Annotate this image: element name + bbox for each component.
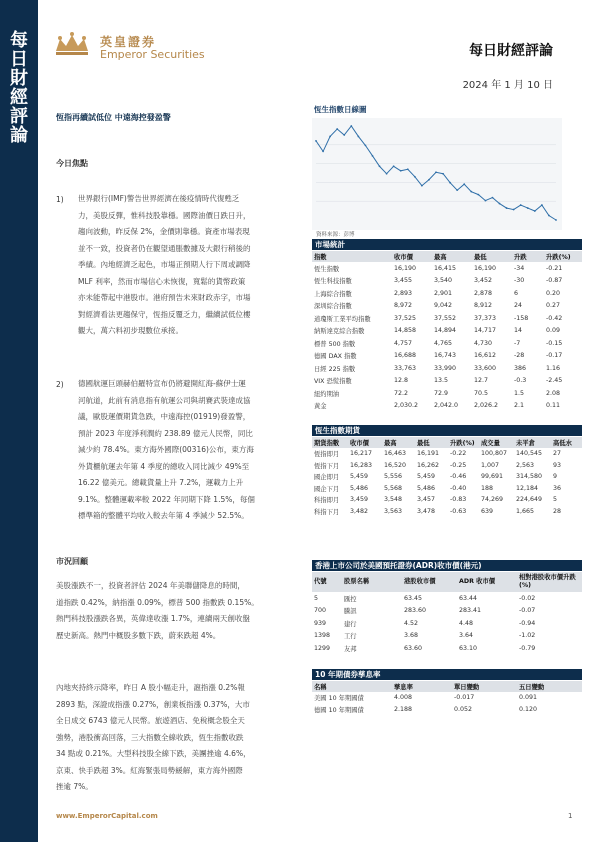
fu-cell: 3,478 <box>417 507 436 515</box>
ms-cell: 16,743 <box>434 352 457 360</box>
ms-cell: VIX 恐慌指數 <box>314 378 352 386</box>
ms-row <box>312 362 582 375</box>
ms-cell: 恆生科技指數 <box>314 278 352 286</box>
index-data-point <box>428 179 430 181</box>
ms-column-header: 升跌 <box>514 254 527 261</box>
ms-cell: 8,912 <box>474 302 493 310</box>
fu-cell: 28 <box>553 507 562 515</box>
index-data-point <box>477 194 479 196</box>
fu-row <box>312 448 582 460</box>
text-line: MLF 利率，然而市場信心未恢復，寬鬆的貨幣政策 <box>78 276 246 286</box>
market-review-paragraph-1 <box>56 578 306 644</box>
sidebar-band <box>0 0 38 842</box>
ms-cell: 3,452 <box>474 277 493 285</box>
text-line: 道指跌 0.42%，納指漲 0.09%，標普 500 指數跌 0.15%。 <box>56 597 259 607</box>
fu-cell: 36 <box>553 484 562 492</box>
index-data-point <box>315 140 317 142</box>
bd-column-header: 名稱 <box>314 684 327 691</box>
fu-cell: -0.22 <box>450 450 467 458</box>
fu-cell: 3,459 <box>350 496 369 504</box>
fu-cell: 12,184 <box>516 484 539 492</box>
chart-title: 恆生指數日線圖 <box>314 105 367 114</box>
fu-cell: 科指即月 <box>314 497 340 505</box>
report-date: 2024 年 1 月 10 日 <box>462 80 553 91</box>
ms-cell: 2.1 <box>514 402 525 410</box>
fu-cell: 5,459 <box>417 473 436 481</box>
adr-cell: 1398 <box>314 632 331 640</box>
ms-cell: 9,042 <box>434 302 453 310</box>
text-line: 世界銀行(IMF)警告世界經濟在後疫情時代復甦乏 <box>78 194 240 203</box>
ms-row <box>312 262 582 275</box>
text-line: 外貨櫃航運去年第 4 季度的總收入同比減少 49%至 <box>78 461 250 471</box>
fu-cell: 3,457 <box>417 496 436 504</box>
sidebar-title: 每日財經評論 <box>7 30 28 144</box>
fu-cell: 恆指下月 <box>314 462 340 470</box>
ms-cell: -0.87 <box>546 277 563 285</box>
adr-column-header: 代號 <box>314 578 327 585</box>
brand-name-en: Emperor Securities <box>100 48 205 61</box>
fu-cell: 27 <box>553 450 562 458</box>
fu-cell: 224,649 <box>516 496 543 504</box>
fu-cell: 99,691 <box>481 473 504 481</box>
fu-column-header: 未平倉 <box>516 440 535 447</box>
ms-cell: 2,878 <box>474 289 493 297</box>
market-stats-table <box>312 251 582 412</box>
index-data-point <box>527 207 529 209</box>
adr-column-header: 股票名稱 <box>344 578 370 585</box>
ms-cell: 道瓊斯工業平均指數 <box>314 315 371 323</box>
ms-column-header: 收市價 <box>394 254 413 261</box>
ms-cell: -158 <box>514 314 529 322</box>
headline: 恆指再續試低位 中遠海控發盈警 <box>56 113 171 122</box>
text-line: 京東、快手跌超 3%。紅海緊張局勢緩解，東方海外國際 <box>56 765 243 775</box>
adr-cell: 63.44 <box>459 594 478 602</box>
fu-cell: 2,563 <box>516 461 535 469</box>
index-data-point <box>520 204 522 206</box>
ms-cell: 深圳綜合指數 <box>314 303 352 311</box>
fu-cell: 恆指即月 <box>314 451 340 459</box>
ms-cell: 37,525 <box>394 314 417 322</box>
ms-cell: 14,894 <box>434 327 457 335</box>
bd-row <box>312 704 582 716</box>
ms-cell: 4,765 <box>434 339 453 347</box>
today-focus-heading: 今日焦點 <box>56 159 88 168</box>
index-data-point <box>506 207 508 209</box>
text-line: 9.1%。整體運載率較 2022 年同期下降 1.5%，每個 <box>78 494 255 504</box>
bd-cell: 2.188 <box>394 705 413 713</box>
adr-header-row <box>312 572 582 592</box>
fu-cell: 93 <box>553 461 562 469</box>
index-data-point <box>379 165 381 167</box>
adr-cell: 283.41 <box>459 607 482 615</box>
ms-row <box>312 375 582 388</box>
adr-cell: 匯控 <box>344 595 357 603</box>
ms-cell: 72.9 <box>434 389 449 397</box>
adr-cell: 工行 <box>344 633 357 641</box>
text-line: 34 點或 0.21%。大型科技股全線下跌，美團挫逾 4.6%， <box>56 749 251 758</box>
ms-cell: 6 <box>514 289 519 297</box>
ms-cell: 12.7 <box>474 377 489 385</box>
ms-cell: 上海綜合指數 <box>314 290 352 298</box>
ms-row <box>312 312 582 325</box>
ms-cell: 13.5 <box>434 377 449 385</box>
fu-column-header: 高低水 <box>553 440 572 447</box>
ms-cell: 16,190 <box>474 264 497 272</box>
text-line: 力，美股反彈，惟科技股靠穩。國際油價日跌日升， <box>78 210 251 220</box>
fu-row <box>312 483 582 495</box>
adr-cell: 63.45 <box>404 594 423 602</box>
text-line: 2893 點，深證成指漲 0.27%，創業板指漲 0.37%，大市 <box>56 699 250 709</box>
ms-cell: 4,757 <box>394 339 413 347</box>
adr-cell: 4.48 <box>459 619 474 627</box>
index-data-point <box>513 209 515 211</box>
adr-cell: -1.02 <box>519 632 536 640</box>
adr-cell: 5 <box>314 594 319 602</box>
adr-table <box>312 572 582 655</box>
ms-cell: -30 <box>514 277 525 285</box>
text-line: 亦未能帶起中港股市。港府預告未來財政赤字，市場 <box>78 293 251 302</box>
ms-cell: 2.08 <box>546 389 561 397</box>
ms-column-header: 最低 <box>474 254 487 261</box>
ms-cell: 14,858 <box>394 327 417 335</box>
ms-cell: -2.45 <box>546 377 563 385</box>
market-review-paragraph-2 <box>56 680 306 796</box>
adr-cell: -0.79 <box>519 644 536 652</box>
adr-cell: 939 <box>314 619 327 627</box>
ms-cell: 日經 225 指數 <box>314 365 356 373</box>
bd-header-row <box>312 681 582 692</box>
index-data-point <box>400 170 402 172</box>
ms-cell: 2,901 <box>434 289 453 297</box>
crown-logo-icon <box>52 31 92 57</box>
fu-cell: -0.46 <box>450 473 467 481</box>
ms-header-row <box>312 251 582 262</box>
fu-cell: 1,007 <box>481 461 500 469</box>
fu-cell: 科指下月 <box>314 508 340 516</box>
market-review-heading: 市況回顧 <box>56 557 88 566</box>
ms-cell: 24 <box>514 302 523 310</box>
text-line: 議，歐股運價期貨急跌，中遠海控(01919)發盈警， <box>78 412 251 421</box>
fu-cell: 3,482 <box>350 507 369 515</box>
adr-cell: 1299 <box>314 644 331 652</box>
ms-cell: 2,893 <box>394 289 413 297</box>
ms-row <box>312 275 582 288</box>
index-data-point <box>470 191 472 193</box>
fu-cell: -0.25 <box>450 461 467 469</box>
fu-cell: 140,545 <box>516 450 543 458</box>
ms-cell: 3,540 <box>434 277 453 285</box>
page-number: 1 <box>568 812 573 820</box>
bd-cell: 德國 10 年期國債 <box>314 706 364 714</box>
fu-column-header: 升跌(%) <box>450 440 475 447</box>
bd-row <box>312 692 582 704</box>
fu-cell: 3,548 <box>384 496 403 504</box>
ms-cell: 386 <box>514 364 527 372</box>
ms-cell: 1.16 <box>546 364 561 372</box>
adr-cell: 騰訊 <box>344 608 357 616</box>
bd-column-header: 孳息率 <box>394 684 413 691</box>
adr-cell: 63.10 <box>459 644 478 652</box>
adr-cell: 4.52 <box>404 619 419 627</box>
text-line: 熱門科技股漲跌各異，英偉達收漲 1.7%，連續兩天創收盤 <box>56 614 250 623</box>
fu-cell: 5,568 <box>384 484 403 492</box>
adr-cell: 友邦 <box>344 645 357 653</box>
fu-cell: 5,556 <box>384 473 403 481</box>
text-line: 16.22 億美元。總載貨量上升 7.2%，運載力上升 <box>78 478 244 487</box>
ms-cell: 16,415 <box>434 264 457 272</box>
ms-cell: 72.2 <box>394 389 409 397</box>
text-line: 減少約 78.4%。東方海外國際(00316)公布，東方海 <box>78 445 254 454</box>
index-data-point <box>343 134 345 136</box>
ms-cell: -0.17 <box>546 352 563 360</box>
fu-row <box>312 460 582 472</box>
fu-cell: 16,191 <box>417 450 440 458</box>
bd-cell: -0.017 <box>454 694 475 702</box>
bd-cell: 4.008 <box>394 694 413 702</box>
ms-cell: 0.20 <box>546 289 561 297</box>
hsi-daily-chart <box>312 118 562 230</box>
ms-column-header: 升跌(%) <box>546 254 571 261</box>
index-data-point <box>555 219 557 221</box>
adr-cell: 3.68 <box>404 632 419 640</box>
fu-cell: 9 <box>553 473 558 481</box>
fu-cell: 3,563 <box>384 507 403 515</box>
text-line: 預計 2023 年度淨利潤約 238.89 億元人民幣，同比 <box>78 428 253 438</box>
text-line: 河航道，此前有消息指有航運公司與胡賽武裝達成協 <box>78 395 251 405</box>
fu-cell: -0.40 <box>450 484 467 492</box>
fu-cell: 314,580 <box>516 473 543 481</box>
index-data-point <box>449 182 451 184</box>
bd-cell: 0.091 <box>519 694 538 702</box>
ms-row <box>312 337 582 350</box>
adr-title: 香港上市公司於美國預托證券(ADR)收市價(港元) <box>312 560 582 571</box>
fu-column-header: 期貨指數 <box>314 440 340 447</box>
fu-cell: 16,283 <box>350 461 373 469</box>
index-data-point <box>442 173 444 175</box>
adr-column-header: 港股收市價 <box>404 578 436 585</box>
item-number: 1) <box>56 195 64 204</box>
index-data-point <box>499 203 501 205</box>
text-line: 內地夾持終示降率，昨日 A 股小幅走升，滬指漲 0.2%報 <box>56 683 245 692</box>
ms-cell: 標普 500 指數 <box>314 340 356 348</box>
fu-row <box>312 494 582 506</box>
ms-cell: 3,455 <box>394 277 413 285</box>
fu-row <box>312 506 582 518</box>
index-data-point <box>435 171 437 173</box>
text-line: 標準箱的整體平均收入較去年第 4 季減少 52.5%。 <box>78 511 249 520</box>
fu-cell: 16,520 <box>384 461 407 469</box>
index-data-point <box>414 176 416 178</box>
ms-row <box>312 300 582 313</box>
text-line: 挫逾 7%。 <box>56 782 93 791</box>
ms-column-header: 指數 <box>314 254 327 261</box>
ms-cell: -7 <box>514 339 521 347</box>
item-number: 2) <box>56 380 64 389</box>
fu-column-header: 最高 <box>384 440 397 447</box>
index-data-point <box>365 144 367 146</box>
index-data-point <box>357 136 359 138</box>
text-line: 對經濟看法更趨保守，恆指反覆乏力，繼續試低位樓 <box>78 309 251 319</box>
fu-column-header: 收市價 <box>350 440 369 447</box>
ms-cell: 33,763 <box>394 364 417 372</box>
bond-table <box>312 681 582 715</box>
ms-cell: 37,373 <box>474 314 497 322</box>
futures-title: 恆生指數期貨 <box>312 425 582 436</box>
ms-cell: 8,972 <box>394 302 413 310</box>
adr-row <box>312 630 582 643</box>
fu-cell: 5,486 <box>417 484 436 492</box>
ms-row <box>312 400 582 413</box>
adr-column-header: 相對港股收市價升跌(%) <box>519 574 576 589</box>
ms-cell: 16,190 <box>394 264 417 272</box>
ms-cell: 2,026.2 <box>474 402 499 410</box>
focus-paragraph-2 <box>78 376 300 525</box>
bond-title: 10 年期債券孳息率 <box>312 669 582 680</box>
ms-cell: 0.09 <box>546 327 561 335</box>
ms-cell: 14 <box>514 327 523 335</box>
ms-cell: 納斯達克綜合指數 <box>314 328 365 336</box>
adr-row <box>312 617 582 630</box>
index-data-point <box>393 165 395 167</box>
index-data-point <box>541 204 543 206</box>
fu-cell: 639 <box>481 507 494 515</box>
chart-source: 資料來源：彭博 <box>316 232 355 238</box>
adr-cell: 63.60 <box>404 644 423 652</box>
fu-column-header: 最低 <box>417 440 430 447</box>
text-line: 強勢，港股衝高回落，三大指數全線收跌，恆生指數收跌 <box>56 732 244 742</box>
ms-cell: 16,612 <box>474 352 497 360</box>
fu-cell: 國企下月 <box>314 485 340 493</box>
bd-column-header: 單日變動 <box>454 684 480 691</box>
adr-cell: -0.02 <box>519 594 536 602</box>
index-data-point <box>336 128 338 130</box>
brand-name-cn: 英皇證券 <box>100 35 157 49</box>
footer-url[interactable]: www.EmperorCapital.com <box>56 812 158 820</box>
ms-row <box>312 350 582 363</box>
adr-row <box>312 592 582 605</box>
ms-cell: 德國 DAX 指數 <box>314 353 357 361</box>
adr-cell: 建行 <box>344 620 357 628</box>
text-line: 全日成交 6743 億元人民幣。旅遊酒店、免稅概念股全天 <box>56 716 245 725</box>
ms-cell: -0.42 <box>546 314 563 322</box>
fu-cell: -0.83 <box>450 496 467 504</box>
ms-cell: -0.3 <box>514 377 527 385</box>
adr-cell: -0.94 <box>519 619 536 627</box>
fu-column-header: 成交量 <box>481 440 500 447</box>
index-data-point <box>421 185 423 187</box>
index-data-point <box>386 173 388 175</box>
adr-row <box>312 642 582 655</box>
bd-cell: 0.052 <box>454 705 473 713</box>
index-data-point <box>329 136 331 138</box>
adr-cell: 700 <box>314 607 327 615</box>
text-line: 趨向波動，昨反保 2%，金價則靠穩。資產市場表現 <box>78 227 250 236</box>
text-line: 歷史新高。熱門中概股多數下跌，蔚來跌超 4%。 <box>56 630 221 640</box>
fu-header-row <box>312 437 582 448</box>
ms-cell: 33,990 <box>434 364 457 372</box>
fu-cell: 1,665 <box>516 507 535 515</box>
bd-cell: 美國 10 年期國債 <box>314 695 364 703</box>
ms-cell: 0.11 <box>546 402 561 410</box>
index-data-point <box>322 150 324 152</box>
adr-cell: 3.64 <box>459 632 474 640</box>
fu-cell: -0.63 <box>450 507 467 515</box>
ms-cell: 恆生指數 <box>314 265 340 273</box>
index-data-point <box>407 168 409 170</box>
market-stats-title: 市場統計 <box>312 239 582 250</box>
report-title: 每日財經評論 <box>469 43 553 59</box>
fu-cell: 188 <box>481 484 494 492</box>
ms-cell: 2,030.2 <box>394 402 419 410</box>
ms-cell: 0.27 <box>546 302 561 310</box>
index-data-point <box>485 200 487 202</box>
adr-cell: -0.07 <box>519 607 536 615</box>
ms-cell: 12.8 <box>394 377 409 385</box>
fu-cell: 國企即月 <box>314 474 340 482</box>
index-data-point <box>463 183 465 185</box>
bd-cell: 0.120 <box>519 705 538 713</box>
index-data-point <box>548 215 550 217</box>
fu-row <box>312 471 582 483</box>
ms-row <box>312 387 582 400</box>
ms-cell: 4,730 <box>474 339 493 347</box>
index-data-point <box>372 155 374 157</box>
ms-column-header: 最高 <box>434 254 447 261</box>
fu-cell: 5 <box>553 496 558 504</box>
bd-column-header: 五日變動 <box>519 684 545 691</box>
ms-cell: 紐約期油 <box>314 390 340 398</box>
ms-cell: -0.21 <box>546 264 563 272</box>
ms-cell: -0.15 <box>546 339 563 347</box>
ms-cell: 70.5 <box>474 389 489 397</box>
fu-cell: 16,463 <box>384 450 407 458</box>
ms-cell: -28 <box>514 352 525 360</box>
fu-cell: 100,807 <box>481 450 508 458</box>
ms-cell: 37,552 <box>434 314 457 322</box>
ms-cell: 14,717 <box>474 327 497 335</box>
ms-cell: 16,688 <box>394 352 417 360</box>
ms-cell: -34 <box>514 264 525 272</box>
ms-cell: 33,600 <box>474 364 497 372</box>
ms-cell: 2,042.0 <box>434 402 459 410</box>
text-line: 季績。內地經濟乏起色，市場正預期人行下周或調降 <box>78 260 251 269</box>
index-data-point <box>534 210 536 212</box>
fu-cell: 74,269 <box>481 496 504 504</box>
adr-cell: 283.60 <box>404 607 427 615</box>
text-line: 德國航運巨頭赫伯羅特宣布仍將避開紅海-蘇伊士運 <box>78 379 246 388</box>
futures-table <box>312 437 582 517</box>
index-data-point <box>492 197 494 199</box>
text-line: 觀大，萬六料初步現數位承接。 <box>78 326 183 335</box>
fu-cell: 5,486 <box>350 484 369 492</box>
ms-row <box>312 287 582 300</box>
index-data-point <box>350 125 352 127</box>
ms-row <box>312 325 582 338</box>
adr-column-header: ADR 收市價 <box>459 578 496 585</box>
ms-cell: 1.5 <box>514 389 525 397</box>
ms-cell: 黃金 <box>314 403 327 411</box>
adr-row <box>312 605 582 618</box>
text-line: 美股漲跌不一，投資者評估 2024 年美聯儲降息的時間， <box>56 581 245 590</box>
focus-paragraph-1 <box>78 191 300 340</box>
index-data-point <box>456 189 458 191</box>
fu-cell: 5,459 <box>350 473 369 481</box>
text-line: 並不一致，投資者仍在觀望通脹數據及大銀行稍後的 <box>78 243 251 253</box>
fu-cell: 16,262 <box>417 461 440 469</box>
fu-cell: 16,217 <box>350 450 373 458</box>
